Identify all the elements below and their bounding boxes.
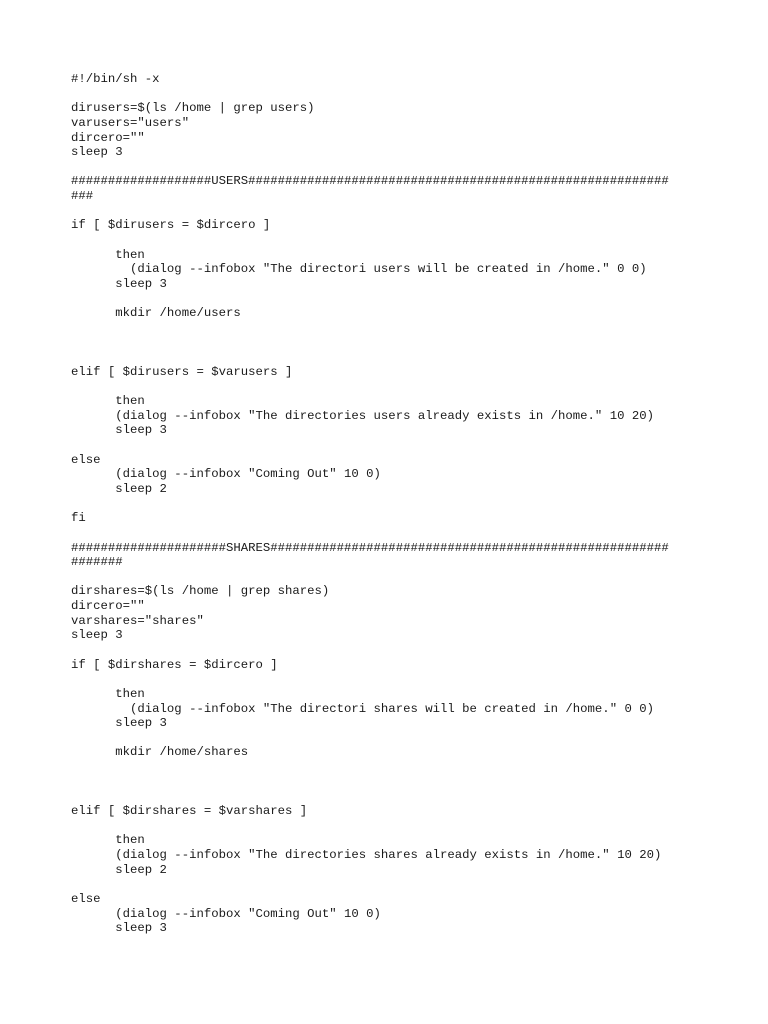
code-line	[71, 643, 669, 658]
code-line: sleep 3	[71, 276, 167, 291]
code-line: varshares="shares"	[71, 613, 204, 628]
code-line: sleep 3	[71, 921, 167, 936]
code-line	[71, 336, 669, 351]
code-line: then	[71, 686, 145, 701]
code-line: dirusers=$(ls /home | grep users)	[71, 101, 315, 116]
code-line: (dialog --infobox "The directories shares already exists in /home." 10 20)	[71, 847, 662, 862]
code-line	[71, 350, 669, 365]
code-line: ###	[71, 189, 94, 204]
code-line: dircero=""	[71, 599, 145, 614]
code-line: (dialog --infobox "Coming Out" 10 0)	[71, 467, 381, 482]
shell-script-text	[71, 72, 669, 936]
code-line: (dialog --infobox "The directori shares will be created in /home." 0 0)	[71, 701, 654, 716]
code-line: mkdir /home/shares	[71, 745, 249, 760]
code-line: ###################USERS#########################################################	[71, 174, 669, 189]
code-line: fi	[71, 511, 86, 526]
code-line	[71, 204, 669, 219]
code-line: dirshares=$(ls /home | grep shares)	[71, 584, 330, 599]
code-line: if [ $dirusers = $dircero ]	[71, 218, 271, 233]
code-line: then	[71, 394, 145, 409]
code-line: mkdir /home/users	[71, 306, 241, 321]
code-line: elif [ $dirusers = $varusers ]	[71, 364, 293, 379]
code-line	[71, 570, 669, 585]
code-line: (dialog --infobox "The directories users already exists in /home." 10 20)	[71, 408, 654, 423]
code-line: #######	[71, 555, 123, 570]
code-line	[71, 87, 669, 102]
code-line: #####################SHARES######################################################	[71, 540, 669, 555]
code-line	[71, 379, 669, 394]
code-line	[71, 877, 669, 892]
code-line: varusers="users"	[71, 115, 190, 130]
code-line: (dialog --infobox "The directori users will be created in /home." 0 0)	[71, 262, 647, 277]
code-line	[71, 731, 669, 746]
code-line	[71, 760, 669, 775]
code-line: sleep 2	[71, 481, 167, 496]
code-line: elif [ $dirshares = $varshares ]	[71, 804, 308, 819]
code-line	[71, 321, 669, 336]
code-line: else	[71, 452, 101, 467]
code-line: sleep 3	[71, 716, 167, 731]
code-line: if [ $dirshares = $dircero ]	[71, 657, 278, 672]
code-line	[71, 526, 669, 541]
code-line: sleep 3	[71, 628, 123, 643]
code-line	[71, 775, 669, 790]
code-line: sleep 2	[71, 862, 167, 877]
code-line: sleep 3	[71, 423, 167, 438]
code-line	[71, 233, 669, 248]
code-line: else	[71, 891, 101, 906]
code-line: (dialog --infobox "Coming Out" 10 0)	[71, 906, 381, 921]
code-line: #!/bin/sh -x	[71, 72, 160, 86]
code-line: then	[71, 833, 145, 848]
code-line	[71, 292, 669, 307]
code-line	[71, 672, 669, 687]
code-line: then	[71, 247, 145, 262]
code-line	[71, 789, 669, 804]
code-line	[71, 497, 669, 512]
code-line	[71, 819, 669, 834]
code-line	[71, 438, 669, 453]
code-line	[71, 160, 669, 175]
code-line: dircero=""	[71, 130, 145, 145]
code-line: sleep 3	[71, 145, 123, 160]
